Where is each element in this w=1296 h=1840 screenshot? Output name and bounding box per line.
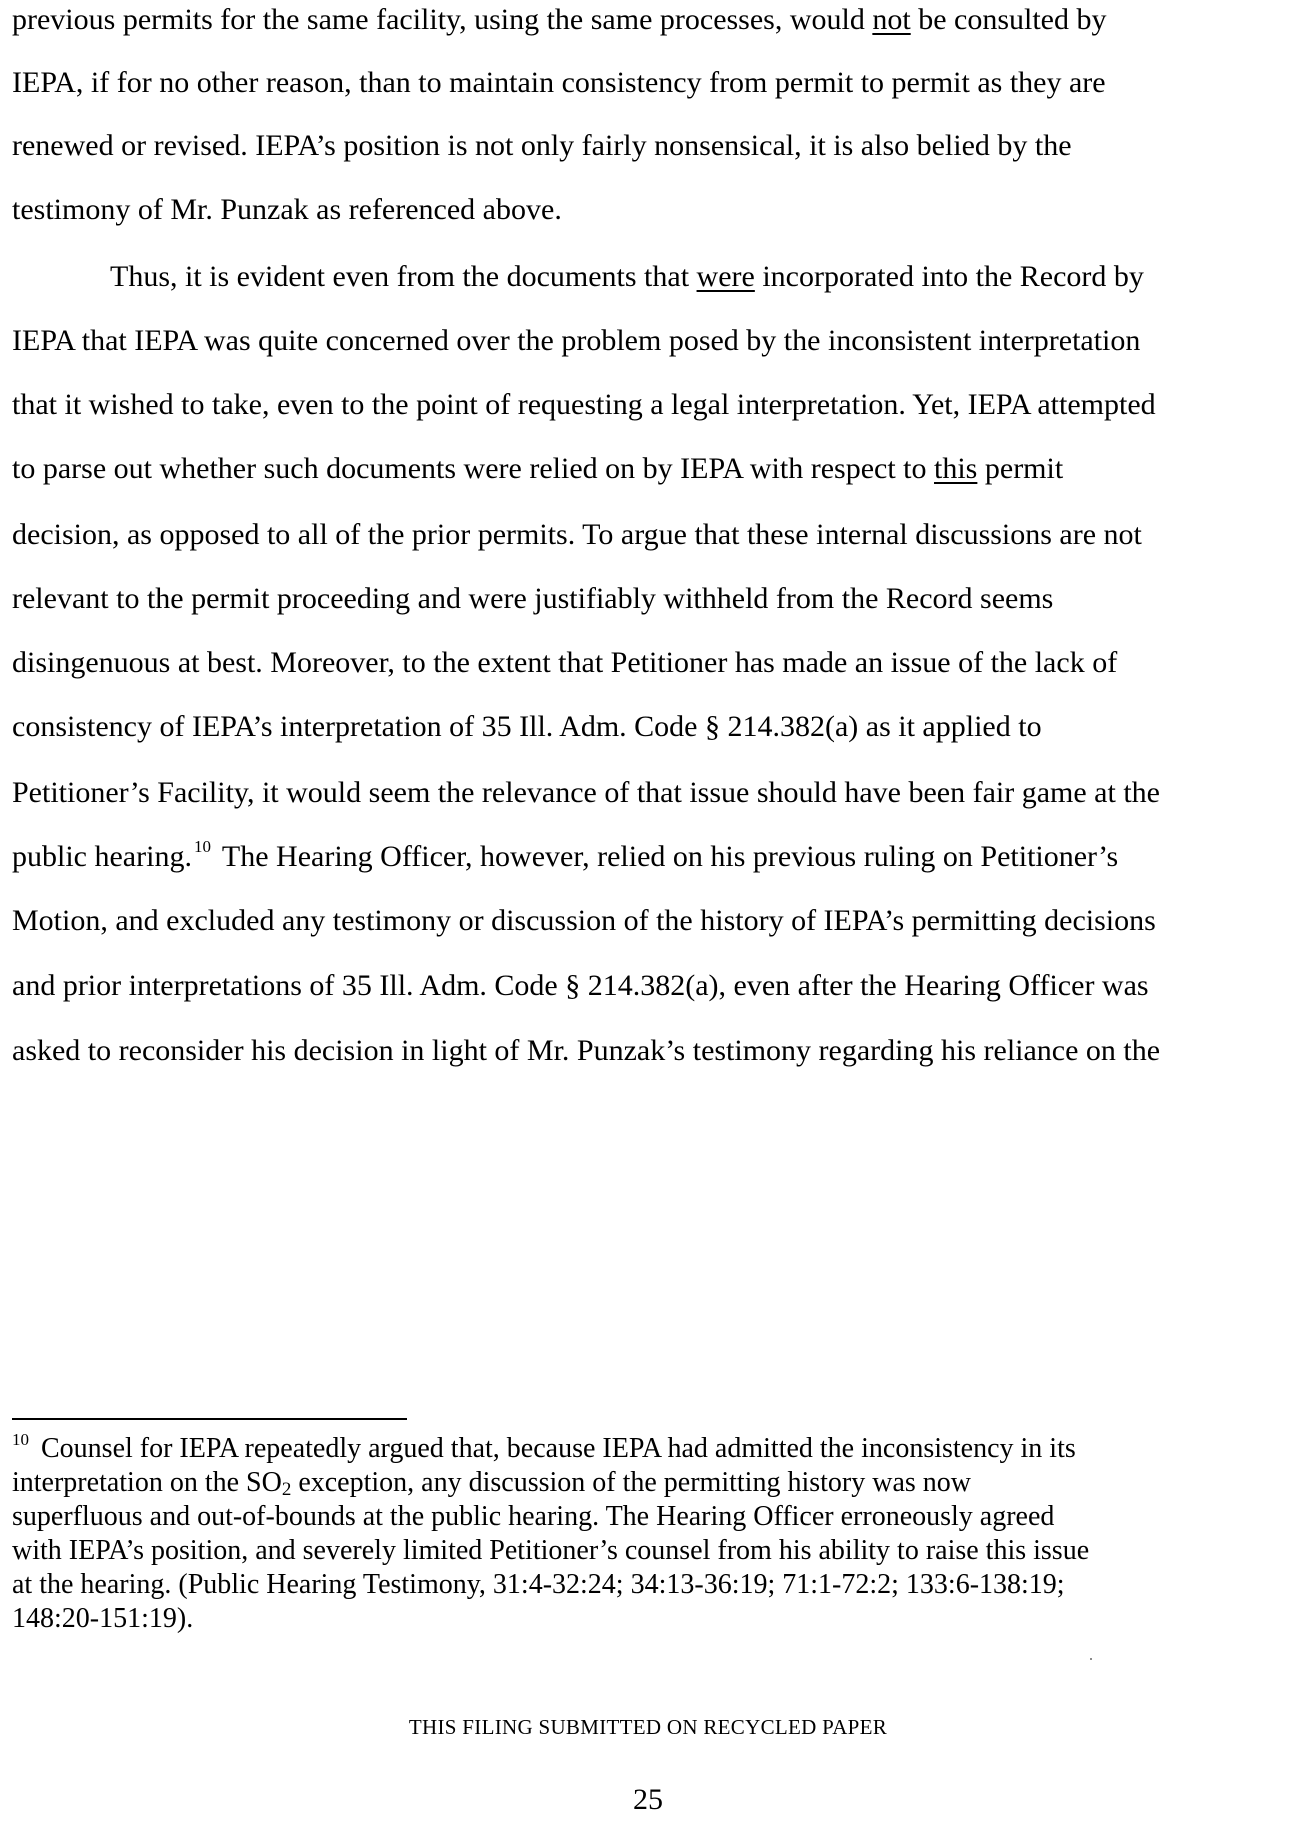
body-line-2: IEPA, if for no other reason, than to maintain consistency from permit to permit as they are	[12, 66, 1106, 99]
footnote-line-3: superfluous and out-of-bounds at the public hearing. The Hearing Officer erroneously agreed	[12, 1501, 1055, 1532]
body-line-8: to parse out whether such documents were relied on by IEPA with respect to this permit	[12, 452, 1064, 485]
footnote-reference-10[interactable]: 10	[193, 837, 211, 856]
body-line-9: decision, as opposed to all of the prior permits. To argue that these internal discussions are not	[12, 518, 1142, 551]
body-line-16: and prior interpretations of 35 Ill. Adm. Code § 214.382(a), even after the Hearing Officer was	[12, 969, 1149, 1002]
emphasis-this: this	[934, 452, 978, 485]
footnote-line-2: interpretation on the $SO_2$ exception, any discussion of the permitting history was now	[12, 1467, 971, 1500]
footnote-divider	[12, 1418, 407, 1420]
emphasis-were: were	[696, 260, 755, 293]
footnote-line-1: $^{10}$ Counsel for IEPA repeatedly argued that, because IEPA had admitted the inconsistency in its	[12, 1430, 1076, 1464]
body-line-12: consistency of IEPA’s interpretation of 35 Ill. Adm. Code § 214.382(a) as it applied to	[12, 710, 1042, 743]
footnote-line-4: with IEPA’s position, and severely limited Petitioner’s counsel from his ability to raise this issue	[12, 1535, 1090, 1566]
body-line-6: IEPA that IEPA was quite concerned over the problem posed by the inconsistent interpretation	[12, 324, 1141, 357]
body-line-17: asked to reconsider his decision in light of Mr. Punzak’s testimony regarding his reliance on the	[12, 1034, 1161, 1067]
body-line-3: renewed or revised. IEPA’s position is not only fairly nonsensical, it is also belied by the	[12, 129, 1072, 162]
footnote-line-5: at the hearing. (Public Hearing Testimony, 31:4-32:24; 34:13-36:19; 71:1-72:2; 133:6-138:19;	[12, 1569, 1065, 1600]
page-number: 25	[633, 1783, 663, 1816]
body-line-15: Motion, and excluded any testimony or discussion of the history of IEPA’s permitting decisions	[12, 904, 1156, 937]
filing-note: THIS FILING SUBMITTED ON RECYCLED PAPER	[408, 1715, 888, 1739]
body-line-13: Petitioner’s Facility, it would seem the relevance of that issue should have been fair game at the	[12, 776, 1160, 809]
body-line-1: previous permits for the same facility, using the same processes, would not be consulted by	[12, 3, 1107, 36]
footnote-number: 10	[12, 1430, 29, 1449]
footnote-line-6: 148:20-151:19).	[12, 1603, 194, 1634]
body-line-5: Thus, it is evident even from the documents that were incorporated into the Record by	[110, 260, 1144, 293]
body-line-7: that it wished to take, even to the point of requesting a legal interpretation. Yet, IEPA attempted	[12, 388, 1156, 421]
scan-speck	[1090, 1658, 1092, 1660]
body-line-11: disingenuous at best. Moreover, to the extent that Petitioner has made an issue of the lack of	[12, 646, 1118, 679]
body-line-10: relevant to the permit proceeding and were justifiably withheld from the Record seems	[12, 582, 1054, 615]
body-line-4: testimony of Mr. Punzak as referenced above.	[12, 193, 562, 226]
body-line-14: public hearing. $^{10}$ The Hearing Officer, however, relied on his previous ruling on Petitioner’s	[12, 837, 1119, 873]
emphasis-not: not	[872, 3, 911, 36]
